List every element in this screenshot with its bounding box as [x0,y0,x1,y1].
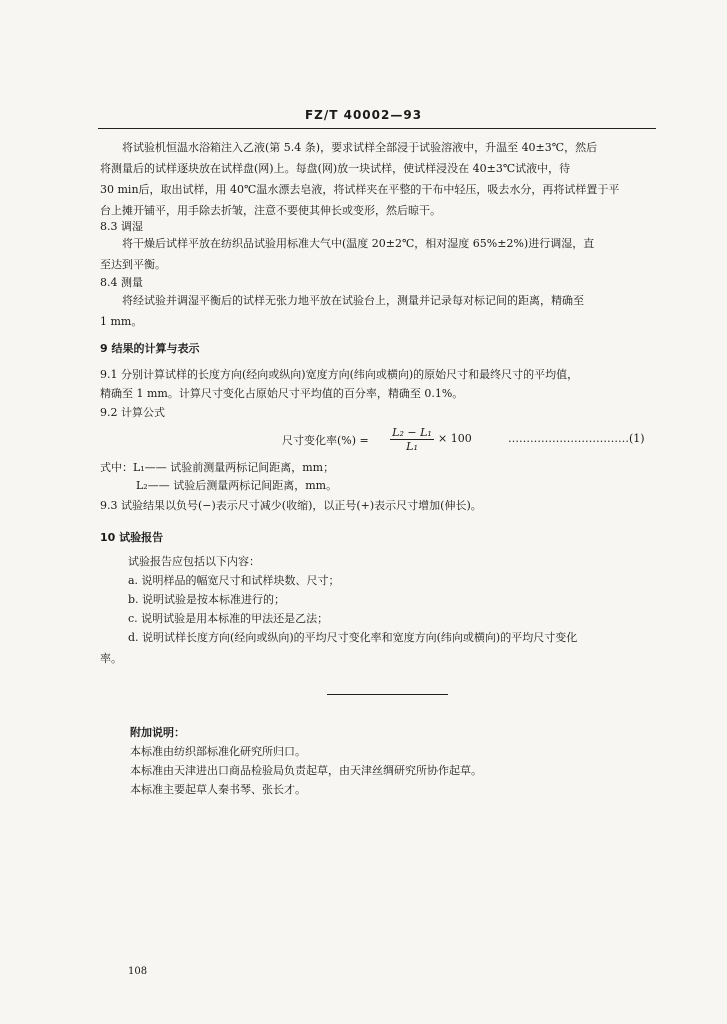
sec8-3-line-1: 将干燥后试样平放在纺织品试验用标准大气中(温度 20±2℃，相对湿度 65%±2%)进行调湿，直 [122,237,595,250]
sec10-item-c: c. 说明试验是用本标准的甲法还是乙法； [128,612,329,625]
page-number: 108 [128,966,148,977]
sec8-2-line-2: 将测量后的试样逐块放在试样盘(网)上。每盘(网)放一块试样，使试样浸没在 40±3℃试液中，待 [100,162,571,175]
notes-line-2: 本标准由天津进出口商品检验局负责起草，由天津丝绸研究所协作起草。 [130,764,482,777]
sec10-item-b: b. 说明试验是按本标准进行的； [128,593,286,606]
page-header-code: FZ/T 40002—93 [304,108,423,122]
notes-line-1: 本标准由纺织部标准化研究所归口。 [130,745,306,758]
sec8-4-line-2: 1 mm。 [100,315,143,328]
sec10-item-a: a. 说明样品的幅宽尺寸和试样块数、尺寸； [128,574,340,587]
sec8-3-line-2: 至达到平衡。 [100,258,166,271]
formula-denominator: L₁ [406,440,418,453]
sec8-3-heading: 8.3 调湿 [100,220,143,233]
section-divider [327,694,448,695]
sec10-item-d-cont: 率。 [100,652,122,665]
sec9-1-line-1: 9.1 分别计算试样的长度方向(经向或纵向)宽度方向(纬向或横向)的原始尺寸和最终尺寸的平均值， [100,368,579,381]
sec8-2-line-1: 将试验机恒温水浴箱注入乙液(第 5.4 条)，要求试样全部浸于试验溶液中，升温至 40±3℃，然后 [122,141,598,154]
sec9-3-line: 9.3 试验结果以负号(−)表示尺寸减少(收缩)，以正号(+)表示尺寸增加(伸长)。 [100,499,482,512]
sec9-heading: 9 结果的计算与表示 [100,342,200,355]
sec9-2-heading: 9.2 计算公式 [100,406,165,419]
formula-label: 尺寸变化率(%) = [282,434,369,447]
sec9-1-line-2: 精确至 1 mm。计算尺寸变化占原始尺寸平均值的百分率，精确至 0.1%。 [100,387,464,400]
sec8-2-line-3: 30 min后，取出试样，用 40℃温水漂去皂液，将试样夹在平整的干布中轻压，吸去水分，再将试样置于平 [100,183,620,196]
formula-numerator: L₂ − L₁ [390,426,434,440]
formula-fraction [390,426,434,454]
sec8-2-line-4: 台上摊开铺平，用手除去折皱，注意不要使其伸长或变形，然后晾干。 [100,204,441,217]
formula-multiplier: × 100 [438,432,472,445]
sec10-intro: 试验报告应包括以下内容： [128,555,260,568]
notes-line-3: 本标准主要起草人秦书琴、张长才。 [130,783,306,796]
header-rule [98,128,656,129]
formula-number: ……………………………(1) [508,432,645,445]
sec8-4-line-1: 将经试验并调湿平衡后的试样无张力地平放在试验台上，测量并记录每对标记间的距离，精确至 [122,294,584,307]
sec10-heading: 10 试验报告 [100,531,164,544]
formula-where-line-2: L₂—— 试验后测量两标记间距离，mm。 [136,479,338,492]
sec8-4-heading: 8.4 测量 [100,276,143,289]
notes-heading: 附加说明： [130,726,185,739]
sec10-item-d: d. 说明试样长度方向(经向或纵向)的平均尺寸变化率和宽度方向(纬向或横向)的平均尺寸变化 [128,631,578,644]
formula-where-line-1: 式中：L₁—— 试验前测量两标记间距离，mm； [100,461,335,474]
